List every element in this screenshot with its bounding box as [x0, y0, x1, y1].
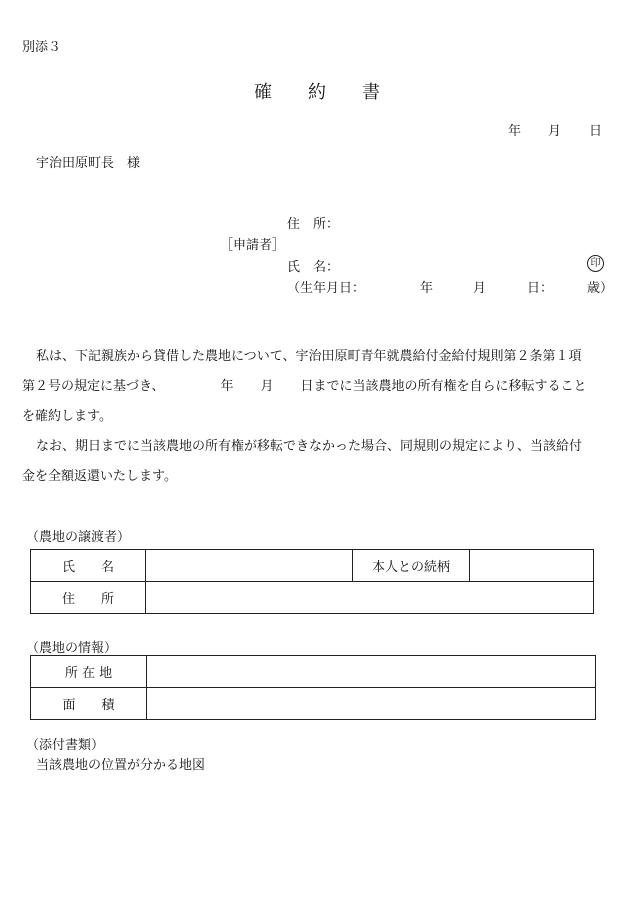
birth-open: （生年月日：	[287, 281, 366, 296]
body-line-2-month: 月	[260, 379, 274, 394]
title-char-2: 約	[308, 82, 326, 103]
attachments-item: 当該農地の位置が分かる地図	[36, 758, 206, 773]
applicant-address-label: 住 所：	[287, 217, 340, 232]
farmland-table	[30, 655, 596, 720]
farmland-heading: （農地の情報）	[26, 641, 118, 656]
transferor-relation-label: 本人との続柄	[353, 550, 470, 582]
body-line-1: 私は、下記親族から貸借した農地について、宇治田原町青年就農給付金給付規則第２条第１項	[36, 349, 582, 364]
transferor-address-cell[interactable]	[146, 582, 594, 614]
body-line-2a: 第２号の規定に基づき、	[22, 379, 165, 394]
table-row	[31, 550, 594, 582]
addressee: 宇治田原町長 様	[36, 156, 141, 171]
birth-day: 日：	[527, 281, 554, 296]
title-char-3: 書	[362, 82, 380, 103]
transferor-name-cell[interactable]	[146, 550, 353, 582]
body-line-2b: 日までに当該農地の所有権を自らに移転すること	[300, 379, 587, 394]
farmland-area-cell[interactable]	[147, 688, 596, 720]
body-line-3: を確約します。	[22, 409, 112, 424]
birth-year: 年	[420, 281, 434, 296]
seal-mark: 印	[587, 255, 604, 272]
table-row	[31, 688, 596, 720]
date-month: 月	[548, 124, 562, 139]
body-line-5: 金を全額返還いたします。	[22, 469, 177, 484]
title-char-1: 確	[254, 82, 272, 103]
transferor-address-label: 住 所	[31, 582, 146, 614]
transferor-name-label: 氏 名	[31, 550, 146, 582]
body-line-4: なお、期日までに当該農地の所有権が移転できなかった場合、同規則の規定により、当該給付	[36, 439, 583, 454]
body-line-2-year: 年	[220, 379, 234, 394]
applicant-name-label: 氏 名：	[287, 260, 340, 275]
transferor-table	[30, 549, 594, 614]
applicant-bracket-label: ［申請者］	[220, 238, 286, 253]
farmland-location-cell[interactable]	[147, 656, 596, 688]
table-row	[31, 582, 594, 614]
table-row	[31, 656, 596, 688]
transferor-heading: （農地の譲渡者）	[26, 530, 131, 545]
body-text	[22, 342, 612, 492]
farmland-area-label: 面 積	[31, 688, 147, 720]
birth-month: 月	[473, 281, 487, 296]
date-year: 年	[508, 124, 522, 139]
transferor-relation-cell[interactable]	[470, 550, 594, 582]
farmland-location-label: 所 在 地	[31, 656, 147, 688]
birth-age: 歳）	[587, 281, 614, 296]
date-day: 日	[589, 124, 603, 139]
body-line-2	[22, 372, 612, 402]
attachments-heading: （添付書類）	[26, 738, 105, 753]
attachment-label: 別添３	[22, 40, 62, 55]
